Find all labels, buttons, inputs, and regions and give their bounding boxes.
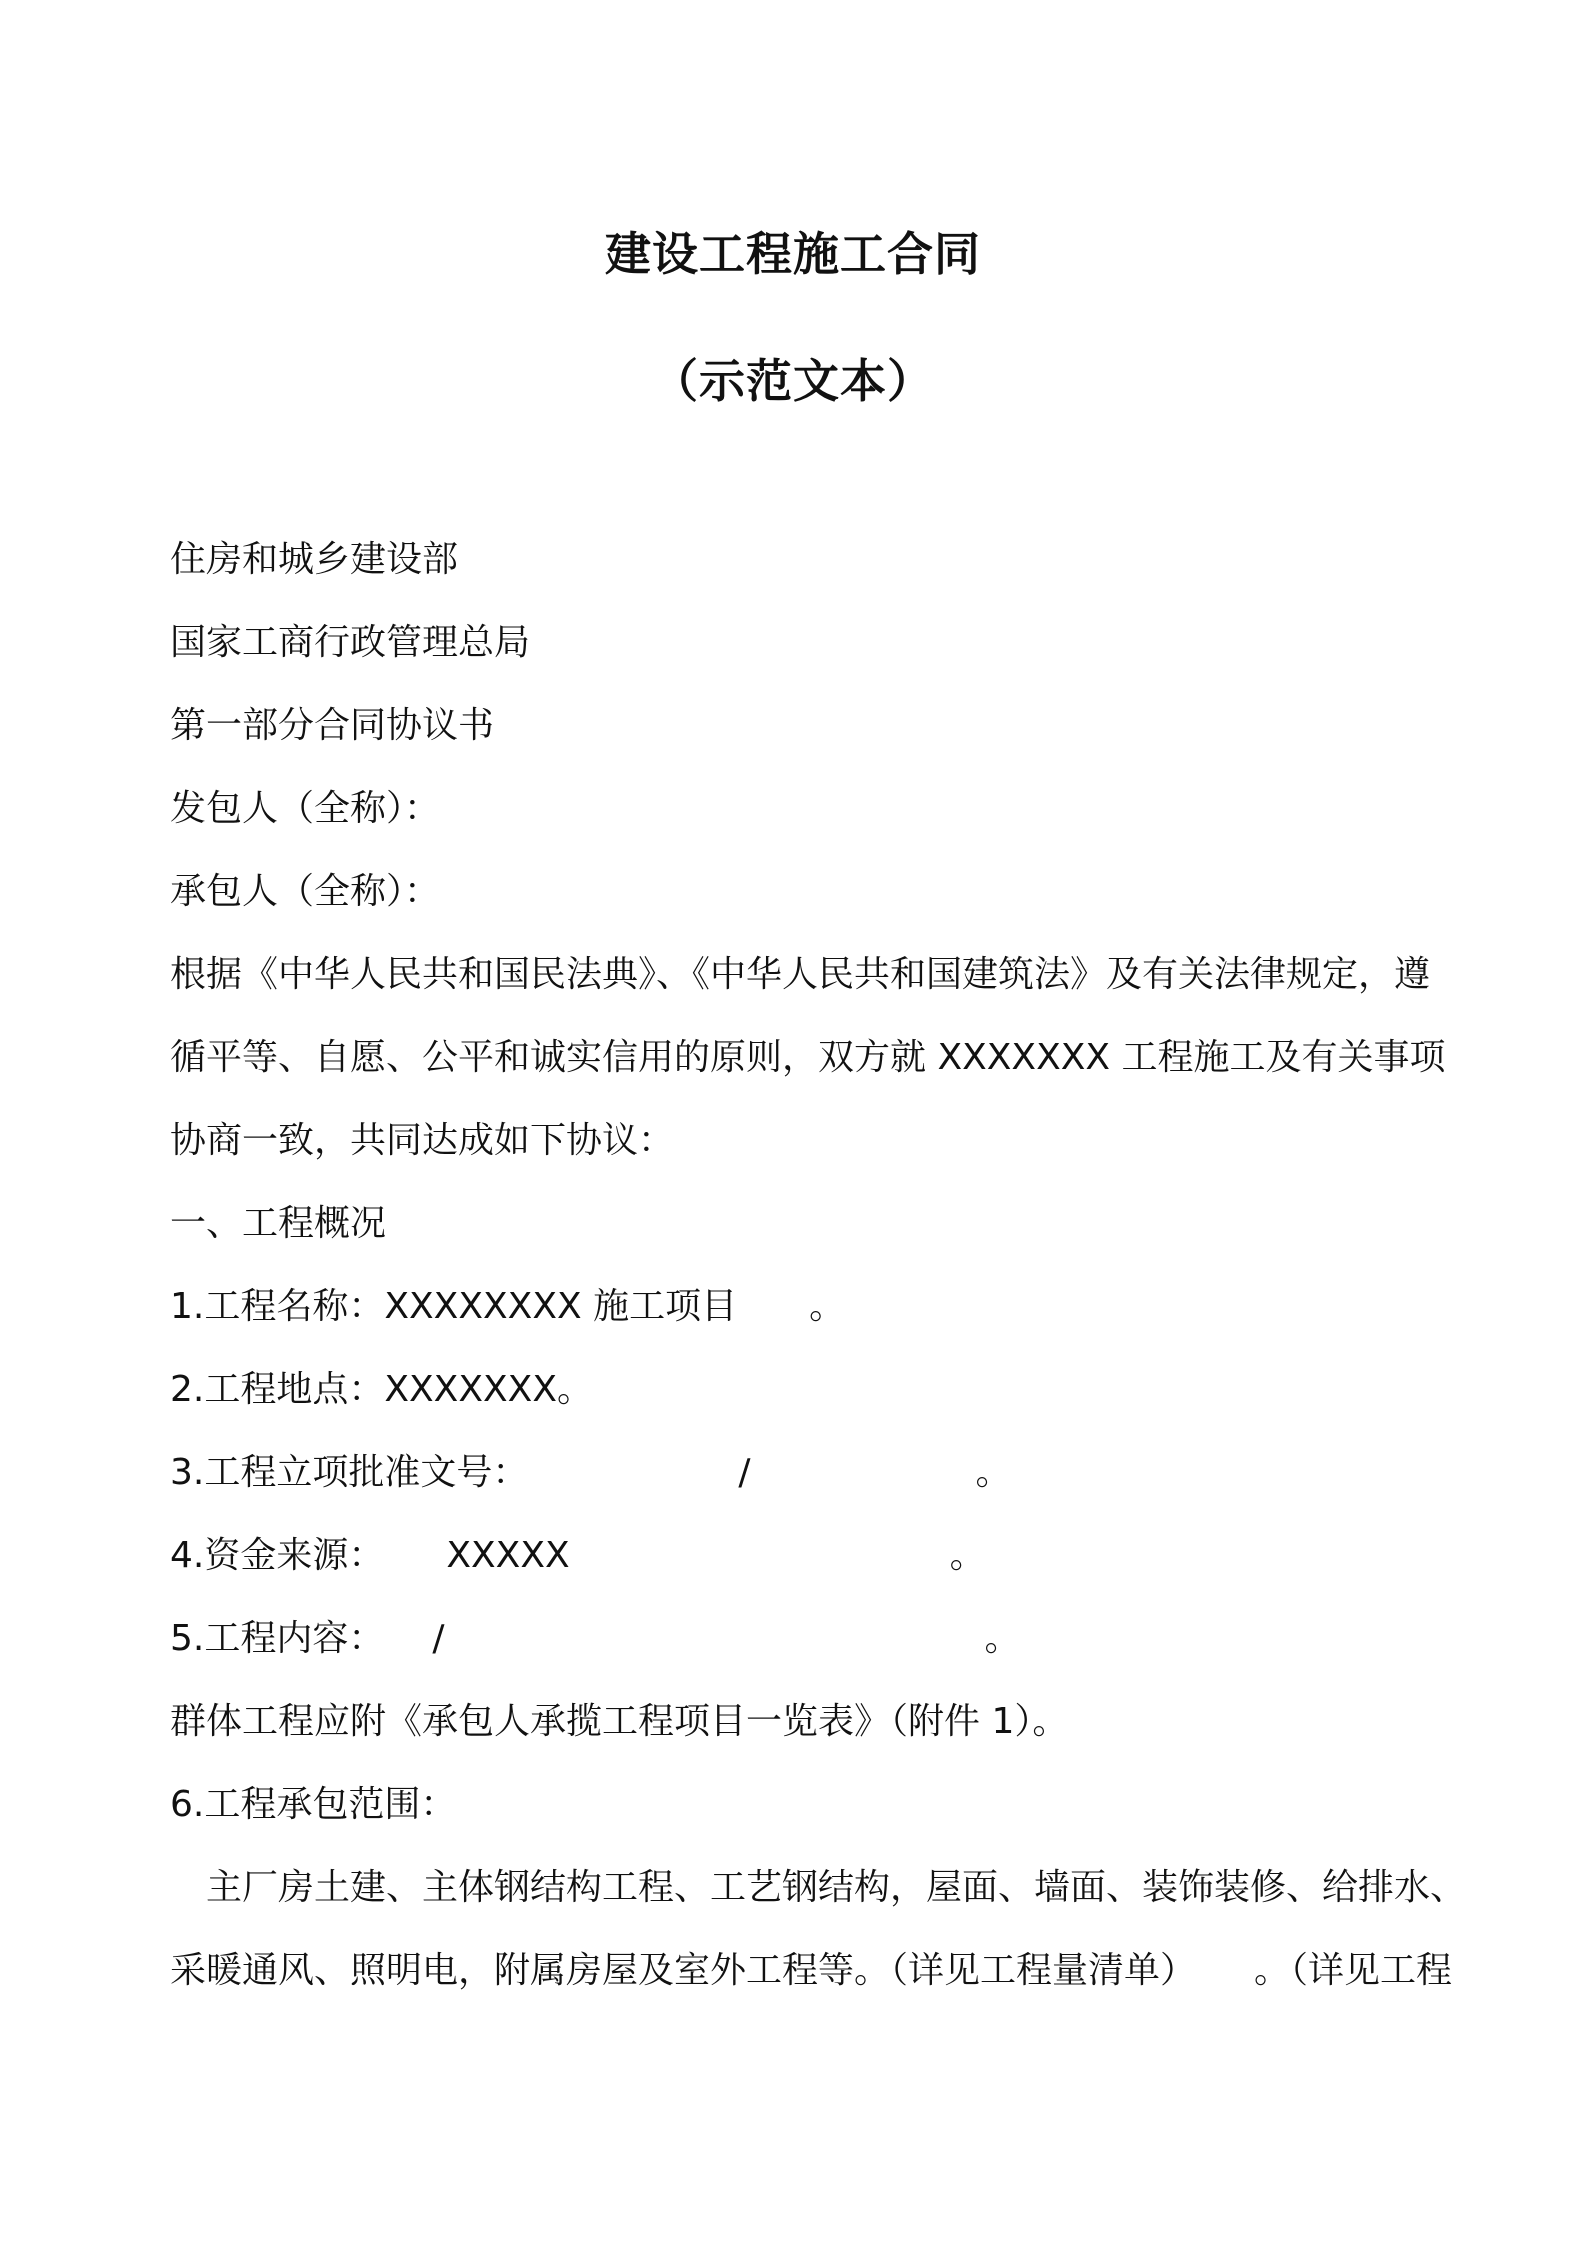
contract-scope-label: 6.工程承包范围： <box>170 1784 457 1825</box>
part-heading: 第一部分合同协议书 <box>170 705 495 746</box>
project-name-end: 。 <box>809 1286 846 1327</box>
employer-field: 发包人（全称）： <box>170 788 441 829</box>
contractor-field: 承包人（全称）： <box>170 871 441 912</box>
approval-number-row <box>170 1451 1470 1495</box>
scope-line-2-text: 采暖通风、照明电，附属房屋及室外工程等。（详见工程量清单） <box>170 1950 1197 1991</box>
section-heading-overview: 一、工程概况 <box>170 1203 387 1244</box>
document-title: 建设工程施工合同 <box>605 227 981 281</box>
preamble-line-2: 循平等、自愿、公平和诚实信用的原则，双方就 XXXXXXX 工程施工及有关事项 <box>170 1037 1446 1078</box>
scope-line-2 <box>170 1949 1470 1993</box>
project-content-slash: / <box>432 1618 445 1659</box>
funding-source-end: 。 <box>949 1535 986 1576</box>
project-content-row <box>170 1617 1470 1661</box>
project-content-label: 5.工程内容： <box>170 1618 385 1659</box>
project-name-row <box>170 1285 1470 1329</box>
scope-line-1: 主厂房土建、主体钢结构工程、工艺钢结构，屋面、墙面、装饰装修、给排水、 <box>206 1867 1467 1908</box>
funding-source-label: 4.资金来源： <box>170 1535 385 1576</box>
project-content-end: 。 <box>984 1618 1021 1659</box>
project-location-row: 2.工程地点：XXXXXXX。 <box>170 1369 593 1410</box>
preamble-line-1: 根据《中华人民共和国民法典》、《中华人民共和国建筑法》及有关法律规定，遵 <box>170 954 1431 995</box>
project-name-label: 1.工程名称：XXXXXXXX 施工项目 <box>170 1286 738 1327</box>
preamble-line-3: 协商一致，共同达成如下协议： <box>170 1120 675 1161</box>
issuer-administration: 国家工商行政管理总局 <box>170 622 531 663</box>
scope-line-2-tail: 。（详见工程 <box>1254 1950 1453 1991</box>
funding-source-row <box>170 1534 1470 1578</box>
funding-source-value: XXXXX <box>446 1535 570 1576</box>
approval-number-slash: / <box>738 1452 751 1493</box>
group-project-note: 群体工程应附《承包人承揽工程项目一览表》（附件 1）。 <box>170 1701 1069 1742</box>
issuer-ministry: 住房和城乡建设部 <box>170 539 459 580</box>
document-subtitle: （示范文本） <box>652 354 934 408</box>
approval-number-label: 3.工程立项批准文号： <box>170 1452 529 1493</box>
approval-number-end: 。 <box>975 1452 1012 1493</box>
